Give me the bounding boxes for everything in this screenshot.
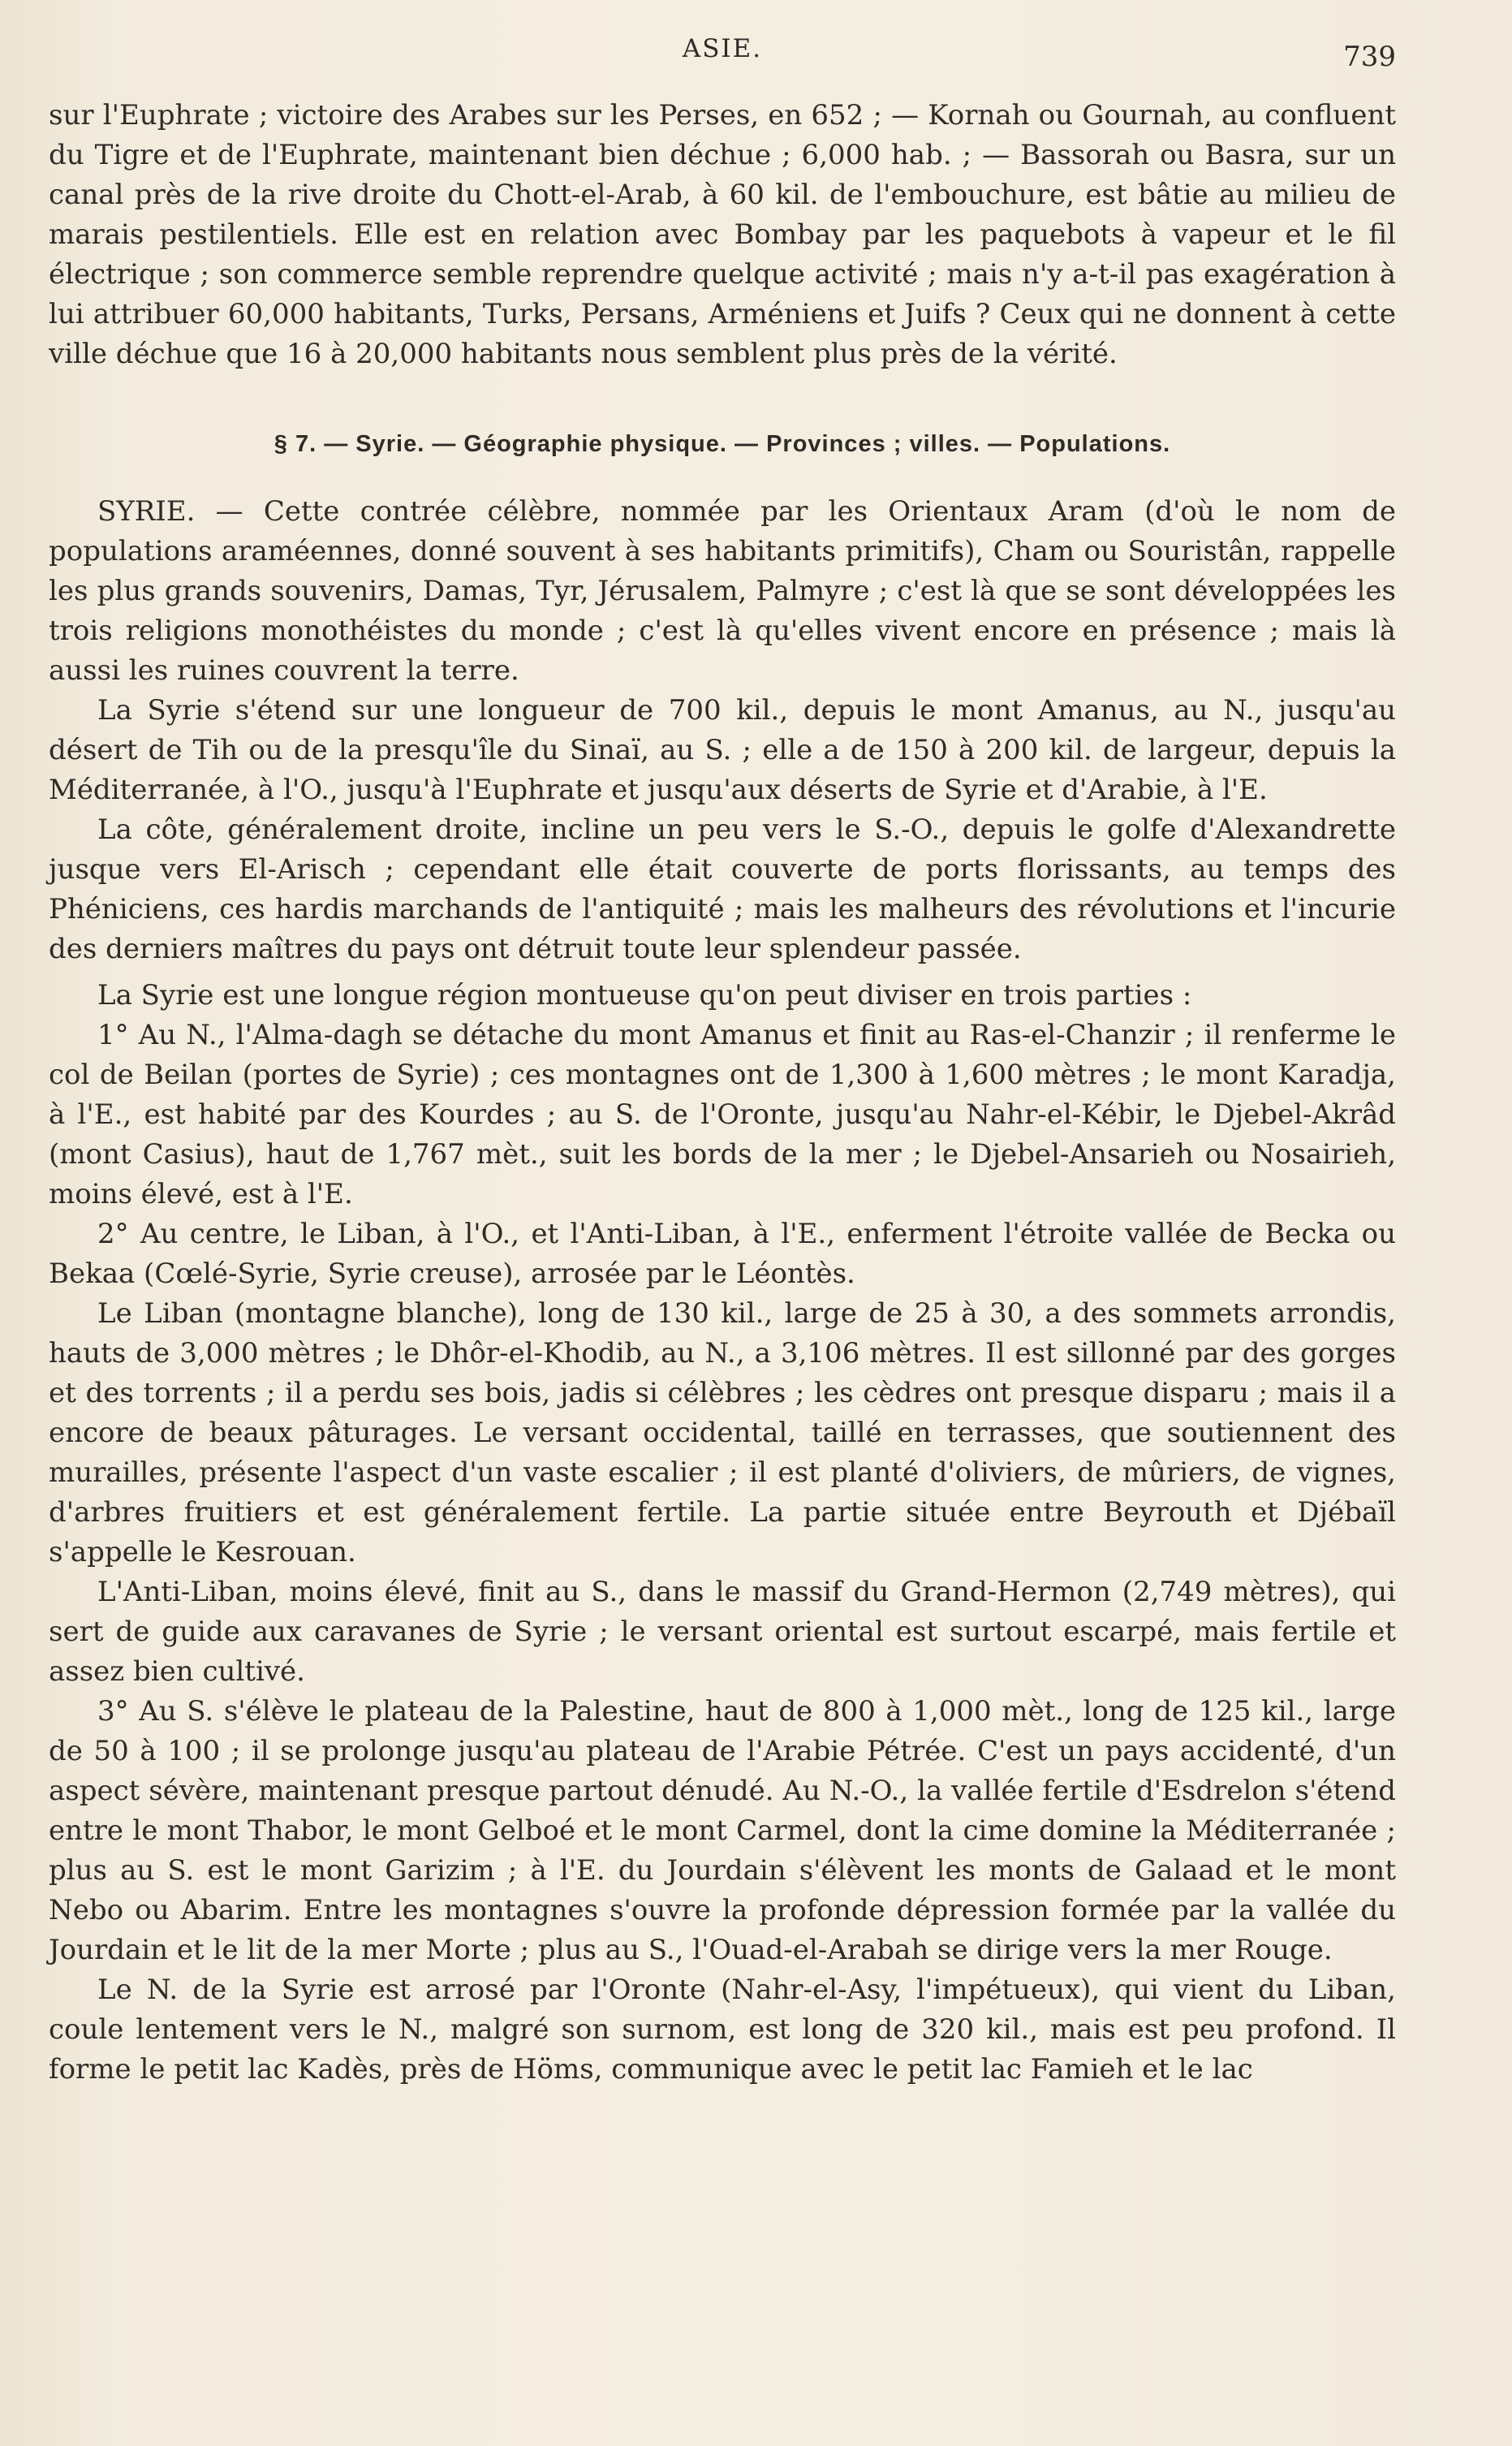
paragraph-cote: La côte, généralement droite, incline un peu vers le S.-O., depuis le golfe d'Alexandrette jusque vers El-Arisch ; cependant elle était couverte de ports florissants, au temps des Phéniciens, ces hardis marchands de l'antiquité ; mais les malheurs des révolutions et l'incurie des derniers maîtres du pays ont détruit toute leur splendeur passée. xyxy=(49,813,1396,965)
paragraph-syrie: SYRIE. — Cette contrée célèbre, nommée par les Orientaux Aram (d'où le nom de populations araméennes, donné souvent à ses habitants primitifs), Cham ou Souristân, rappelle les plus grands souvenirs, Damas, Tyr, Jérusalem, Palmyre ; c'est là que se sont développées les trois religions monothéistes du monde ; c'est là qu'elles vivent encore en présence ; mais là aussi les ruines couvrent la terre. xyxy=(49,495,1396,687)
running-title: ASIE. xyxy=(682,34,763,63)
paragraph-oronte: Le N. de la Syrie est arrosé par l'Oronte (Nahr-el-Asy, l'impétueux), qui vient du Liban, coule lentement vers le N., malgré son surnom, est long de 320 kil., mais est peu profond. Il forme le petit lac Kadès, près de Höms, communique avec le petit lac Famieh et le lac xyxy=(49,1974,1396,2086)
paragraph-centre: 2° Au centre, le Liban, à l'O., et l'Anti-Liban, à l'E., enferment l'étroite vallée de Becka ou Bekaa (Cœlé-Syrie, Syrie creuse), arrosée par le Léontès. xyxy=(49,1218,1396,1290)
page-number: 739 xyxy=(1343,41,1396,73)
paragraph-nord: 1° Au N., l'Alma-dagh se détache du mont Amanus et finit au Ras-el-Chanzir ; il renferme le col de Beilan (portes de Syrie) ; ces montagnes ont de 1,300 à 1,600 mètres ; le mont Karadja, à l'E., est habité par des Kourdes ; au S. de l'Oronte, jusqu'au Nahr-el-Kébir, le Djebel-Akrâd (mont Casius), haut de 1,767 mèt., suit les bords de la mer ; le Djebel-Ansarieh ou Nosairieh, moins élevé, est à l'E. xyxy=(49,1019,1396,1210)
section-heading: § 7. — Syrie. — Géographie physique. — Provinces ; villes. — Populations. xyxy=(274,431,1171,457)
running-head xyxy=(49,34,1396,83)
paragraph-intro: sur l'Euphrate ; victoire des Arabes sur les Perses, en 652 ; — Kornah ou Gournah, au confluent du Tigre et de l'Euphrate, maintenant bien déchue ; 6,000 hab. ; — Bassorah ou Basra, sur un canal près de la rive droite du Chott-el-Arab, à 60 kil. de l'embouchure, est bâtie au milieu de marais pestilentiels. Elle est en relation avec Bombay par les paquebots à vapeur et le fil électrique ; son commerce semble reprendre quelque activité ; mais n'y a-t-il pas exagération à lui attribuer 60,000 habitants, Turks, Persans, Arméniens et Juifs ? Ceux qui ne donnent à cette ville déchue que 16 à 20,000 habitants nous semblent plus près de la vérité. xyxy=(49,99,1396,370)
paragraph-sud: 3° Au S. s'élève le plateau de la Palestine, haut de 800 à 1,000 mèt., long de 125 kil., large de 50 à 100 ; il se prolonge jusqu'au plateau de l'Arabie Pétrée. C'est un pays accidenté, d'un aspect sévère, maintenant presque partout dénudé. Au N.-O., la vallée fertile d'Esdrelon s'étend entre le mont Thabor, le mont Gelboé et le mont Carmel, dont la cime domine la Méditerranée ; plus au S. est le mont Garizim ; à l'E. du Jourdain s'élèvent les monts de Galaad et le mont Nebo ou Abarim. Entre les montagnes s'ouvre la profonde dépression formée par la vallée du Jourdain et le lit de la mer Morte ; plus au S., l'Ouad-el-Arabah se dirige vers la mer Rouge. xyxy=(49,1695,1396,1966)
paragraph-antiliban: L'Anti-Liban, moins élevé, finit au S., dans le massif du Grand-Hermon (2,749 mètres), qui sert de guide aux caravanes de Syrie ; le versant oriental est surtout escarpé, mais fertile et assez bien cultivé. xyxy=(49,1576,1396,1688)
paragraph-etendue: La Syrie s'étend sur une longueur de 700 kil., depuis le mont Amanus, au N., jusqu'au désert de Tih ou de la presqu'île du Sinaï, au S. ; elle a de 150 à 200 kil. de largeur, depuis la Méditerranée, à l'O., jusqu'à l'Euphrate et jusqu'aux déserts de Syrie et d'Arabie, à l'E. xyxy=(49,694,1396,806)
paragraph-montueuse: La Syrie est une longue région montueuse qu'on peut diviser en trois parties : xyxy=(97,979,1192,1012)
paragraph-liban: Le Liban (montagne blanche), long de 130 kil., large de 25 à 30, a des sommets arrondis, hauts de 3,000 mètres ; le Dhôr-el-Khodib, au N., a 3,106 mètres. Il est sillonné par des gorges et des torrents ; il a perdu ses bois, jadis si célèbres ; les cèdres ont presque disparu ; mais il a encore de beaux pâturages. Le versant occidental, taillé en terrasses, que soutiennent des murailles, présente l'aspect d'un vaste escalier ; il est planté d'oliviers, de mûriers, de vignes, d'arbres fruitiers et est généralement fertile. La partie située entre Beyrouth et Djébaïl s'appelle le Kesrouan. xyxy=(49,1297,1396,1568)
body-text xyxy=(49,96,1396,2090)
